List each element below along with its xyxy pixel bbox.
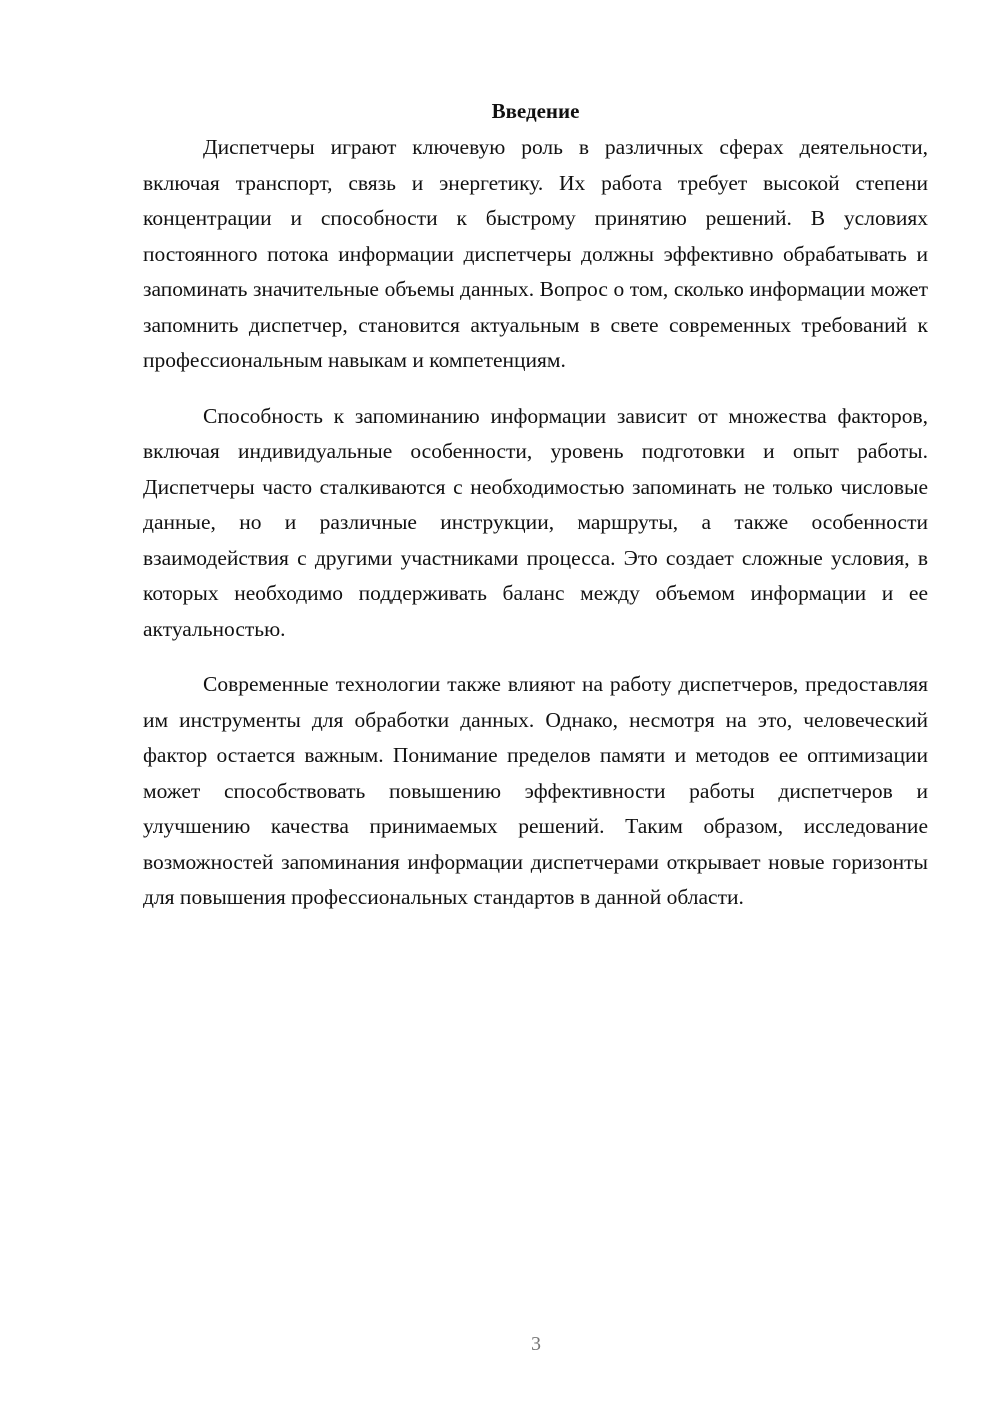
page-content — [143, 96, 928, 936]
page-number: 3 — [531, 1333, 541, 1355]
paragraph-3: Современные технологии также влияют на работу диспетчеров, предоставляя им инструменты для обработки данных. Однако, несмотря на это, человеческий фактор остается важным. Понимание пределов памяти и методов ее оптимизации может способствовать повышению эффективности работы диспетчеров и улучшению качества принимаемых решений. Таким образом, исследование возможностей запоминания информации диспетчерами открывает новые горизонты для повышения профессиональных стандартов в данной области. — [143, 672, 928, 909]
section-heading: Введение — [491, 99, 580, 123]
paragraph-2: Способность к запоминанию информации зависит от множества факторов, включая индивидуальные особенности, уровень подготовки и опыт работы. Диспетчеры часто сталкиваются с необходимостью запоминать не только числовые данные, но и различные инструкции, маршруты, а также особенности взаимодействия с другими участниками процесса. Это создает сложные условия, в которых необходимо поддерживать баланс между объемом информации и ее актуальностью. — [143, 403, 928, 641]
paragraph-1: Диспетчеры играют ключевую роль в различных сферах деятельности, включая транспорт, связь и энергетику. Их работа требует высокой степени концентрации и способности к быстрому принятию решений. В условиях постоянного потока информации диспетчеры должны эффективно обрабатывать и запоминать значительные объемы данных. Вопрос о том, сколько информации может запомнить диспетчер, становится актуальным в свете современных требований к профессиональным навыкам и компетенциям. — [143, 135, 928, 372]
